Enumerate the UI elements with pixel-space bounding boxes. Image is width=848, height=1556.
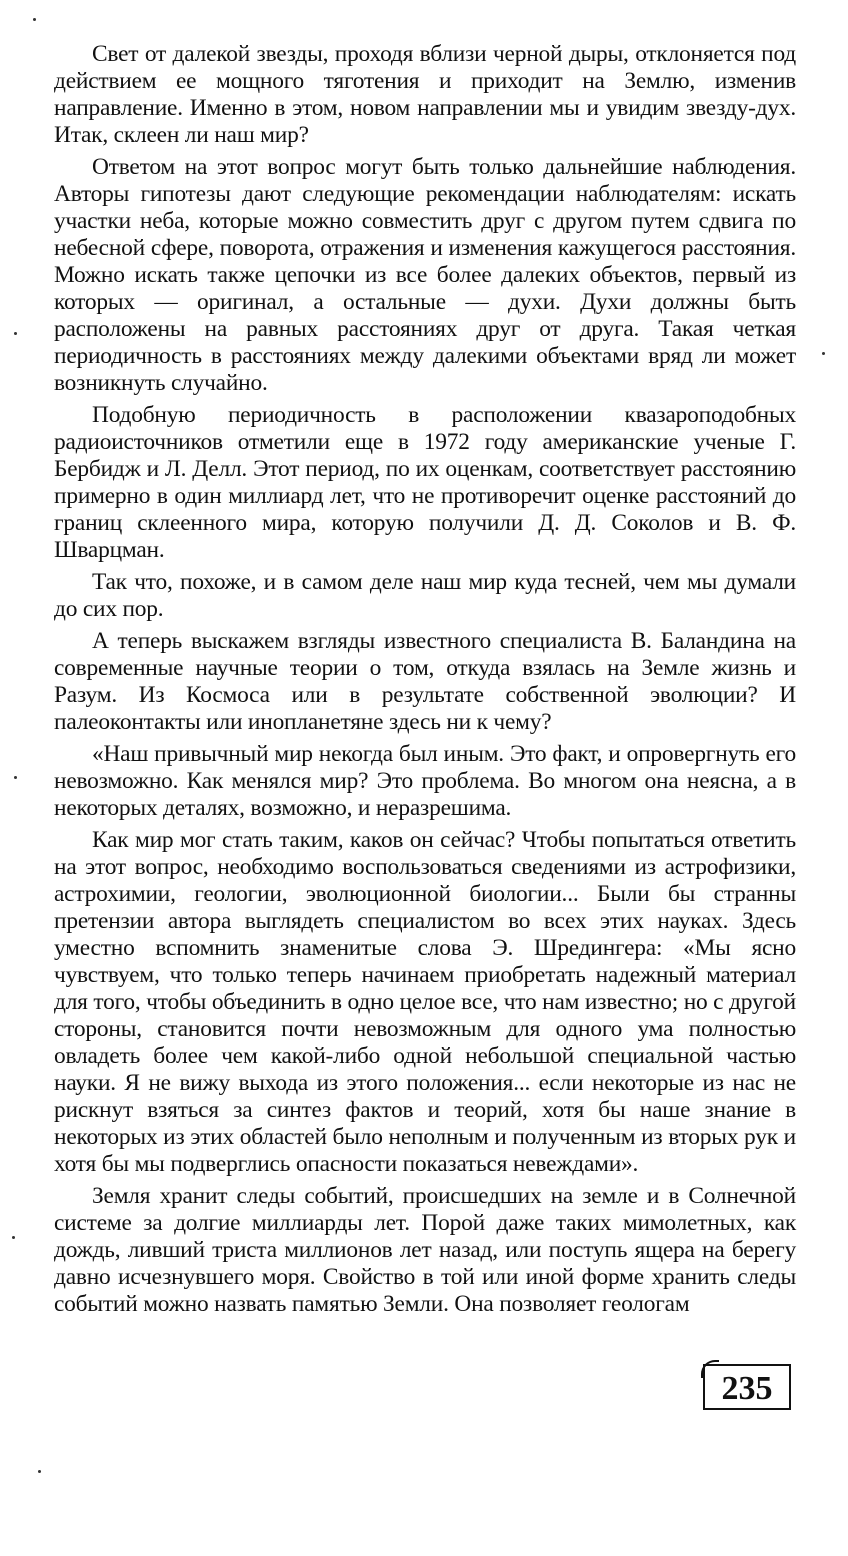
paragraph-1: Свет от далекой звезды, проходя вблизи черной дыры, отклоняется под действием ее мощного тяготения и приходит на Землю, изменив направление. Именно в этом, новом направлении мы и увидим звезду-дух. Итак, склеен ли наш мир? <box>54 41 796 148</box>
scan-speck <box>14 332 17 335</box>
scan-speck <box>822 352 825 355</box>
scan-speck <box>12 1236 15 1239</box>
paragraph-4: Так что, похоже, и в самом деле наш мир куда тесней, чем мы думали до сих пор. <box>54 569 796 622</box>
page-text <box>54 41 796 1318</box>
paragraph-8: Земля хранит следы событий, происшедших на земле и в Солнечной системе за долгие миллиарды лет. Порой даже таких мимолетных, как дождь, ливший триста миллионов лет назад, или поступь ящера на берегу давно исчезнувшего моря. Свойство в той или иной форме хранить следы событий можно назвать памятью Земли. Она позволяет геологам <box>54 1183 796 1317</box>
paragraph-2: Ответом на этот вопрос могут быть только дальнейшие наблюдения. Авторы гипотезы дают следующие рекомендации наблюдателям: искать участки неба, которые можно совместить друг с другом путем сдвига по небесной сфере, поворота, отражения и изменения кажущегося расстояния. Можно искать также цепочки из все более далеких объектов, первый из которых — оригинал, а остальные — духи. Духи должны быть расположены на равных расстояниях друг от друга. Такая четкая периодичность в расстояниях между далекими объектами вряд ли может возникнуть случайно. <box>54 154 796 396</box>
paragraph-7: Как мир мог стать таким, каков он сейчас? Чтобы попытаться ответить на этот вопрос, необходимо воспользоваться сведениями из астрофизики, астрохимии, геологии, эволюционной биологии... Были бы странны претензии автора выглядеть специалистом во всех этих науках. Здесь уместно вспомнить знаменитые слова Э. Шредингера: «Мы ясно чувствуем, что только теперь начинаем приобретать надежный материал для того, чтобы объединить в одно целое все, что нам известно; но с другой стороны, становится почти невозможным для одного ума полностью овладеть более чем какой-либо одной небольшой специальной частью науки. Я не вижу выхода из этого положения... если некоторые из нас не рискнут взяться за синтез фактов и теорий, хотя бы наше знание в некоторых из этих областей было неполным и полученным из вторых рук и хотя бы мы подверглись опасности показаться невеждами». <box>54 827 796 1177</box>
page-number: 235 <box>703 1364 791 1410</box>
paragraph-5: А теперь выскажем взгляды известного специалиста В. Баландина на современные научные теории о том, откуда взялась на Земле жизнь и Разум. Из Космоса или в результате собственной эволюции? И палеоконтакты или инопланетяне здесь ни к чему? <box>54 628 796 735</box>
paragraph-3: Подобную периодичность в расположении квазароподобных радиоисточников отметили еще в 1972 году американские ученые Г. Бербидж и Л. Делл. Этот период, по их оценкам, соответствует расстоянию примерно в один миллиард лет, что не противоречит оценке расстояний до границ склеенного мира, которую получили Д. Д. Соколов и В. Ф. Шварцман. <box>54 402 796 563</box>
scan-speck <box>38 1470 41 1473</box>
scan-speck <box>14 776 17 779</box>
paragraph-6: «Наш привычный мир некогда был иным. Это факт, и опровергнуть его невозможно. Как менялся мир? Это проблема. Во многом она неясна, а в некоторых деталях, возможно, и неразрешима. <box>54 741 796 821</box>
scan-speck <box>33 18 36 21</box>
